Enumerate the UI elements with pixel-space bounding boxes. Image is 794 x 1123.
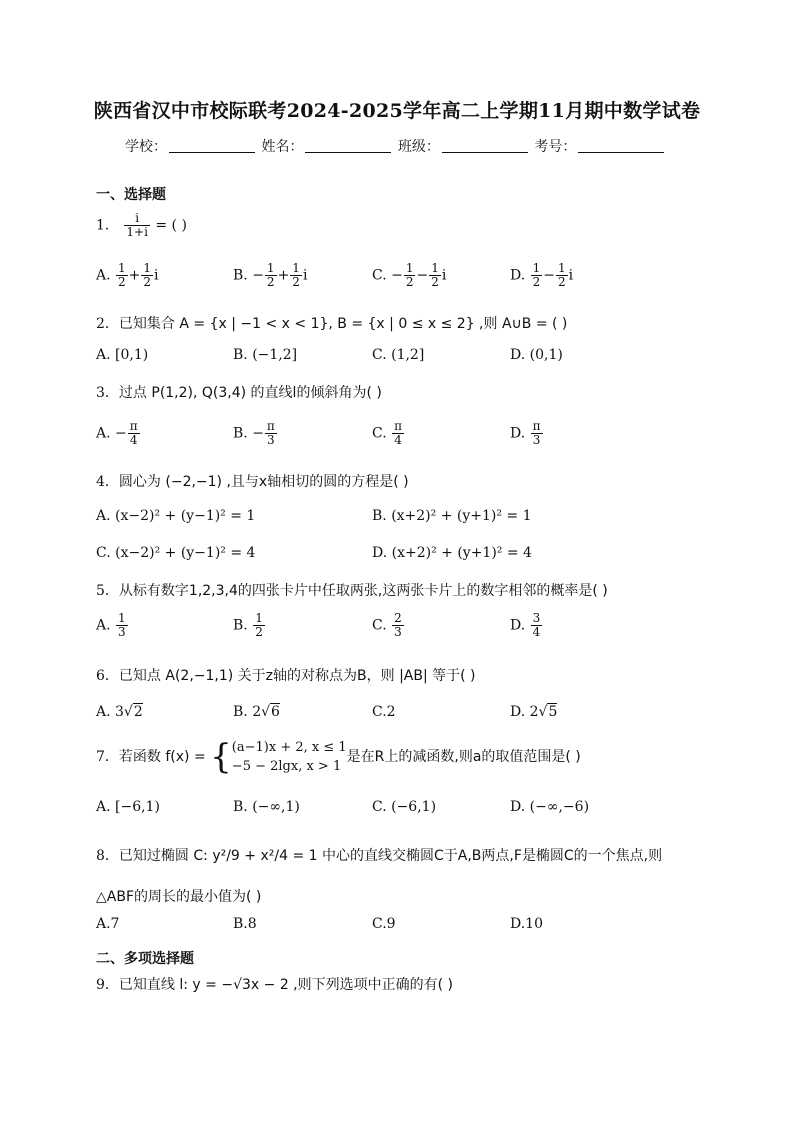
q2-option-c[interactable]: C. (1,2] bbox=[372, 347, 425, 363]
question-3: 3．过点 P(1,2), Q(3,4) 的直线l的倾斜角为( ) bbox=[96, 385, 382, 401]
name-blank[interactable] bbox=[305, 138, 391, 153]
question-8: 8．已知过椭圆 C: y²/9 + x²/4 = 1 中心的直线交椭圆C于A,B两点,F是椭圆C的一个焦点,则 bbox=[96, 848, 663, 864]
q7-option-b[interactable]: B. (−∞,1) bbox=[233, 799, 300, 815]
q6-option-a[interactable]: A. 3√2 bbox=[96, 704, 143, 720]
q4-option-d[interactable]: D. (x+2)² + (y+1)² = 4 bbox=[372, 545, 532, 561]
q5-option-c[interactable]: C. $\frac{2}{3}$ bbox=[372, 611, 402, 639]
question-9: 9．已知直线 l: y = −√3x − 2 ,则下列选项中正确的有( ) bbox=[96, 977, 454, 993]
question-1: 1． $\frac{i}{1+i}$ = ( ) bbox=[96, 211, 187, 239]
q1-option-d[interactable]: D. $\frac{1}{2}$ − $\frac{1}{2}$ i bbox=[510, 261, 574, 289]
q6-option-d[interactable]: D. 2√5 bbox=[510, 704, 558, 720]
q3-option-a[interactable]: A. − $\frac{\pi}{4}$ bbox=[96, 419, 138, 447]
question-6: 6．已知点 A(2,−1,1) 关于z轴的对称点为B，则 |AB| 等于( ) bbox=[96, 668, 476, 684]
q1-fraction: $\frac{i}{1+i}$ bbox=[126, 211, 148, 239]
class-label: 班级： bbox=[397, 139, 440, 155]
name-label: 姓名： bbox=[261, 139, 304, 155]
q4-option-c[interactable]: C. (x−2)² + (y−1)² = 4 bbox=[96, 545, 256, 561]
page-title: 陕西省汉中市校际联考2024-2025学年高二上学期11月期中数学试卷 bbox=[93, 100, 701, 122]
question-5: 5．从标有数字1,2,3,4的四张卡片中任取两张,这两张卡片上的数字相邻的概率是( ) bbox=[96, 583, 608, 599]
q7-option-a[interactable]: A. [−6,1) bbox=[96, 799, 160, 815]
q5-option-d[interactable]: D. $\frac{3}{4}$ bbox=[510, 611, 541, 639]
q4-option-b[interactable]: B. (x+2)² + (y+1)² = 1 bbox=[372, 508, 532, 524]
q7-option-d[interactable]: D. (−∞,−6) bbox=[510, 799, 590, 815]
q8-option-b[interactable]: B.8 bbox=[233, 916, 257, 932]
question-2: 2．已知集合 A = {x | −1 < x < 1}, B = {x | 0 ≤ x ≤ 2} ,则 A∪B = ( ) bbox=[96, 316, 568, 332]
q2-option-d[interactable]: D. (0,1) bbox=[510, 347, 563, 363]
q6-option-c[interactable]: C.2 bbox=[372, 704, 396, 720]
q3-option-c[interactable]: C. $\frac{\pi}{4}$ bbox=[372, 419, 403, 447]
q1-option-a[interactable]: A. $\frac{1}{2}$ + $\frac{1}{2}$ i bbox=[96, 261, 159, 289]
q6-option-b[interactable]: B. 2√6 bbox=[233, 704, 280, 720]
question-8-line-2: △ABF的周长的最小值为( ) bbox=[96, 889, 262, 905]
q7-piecewise: (a−1)x + 2, x ≤ 1 −5 − 2lgx, x > 1 bbox=[231, 740, 347, 774]
class-blank[interactable] bbox=[442, 138, 528, 153]
q8-option-c[interactable]: C.9 bbox=[372, 916, 396, 932]
section-single-choice: 一、选择题 bbox=[96, 187, 166, 203]
q1-option-b[interactable]: B. − $\frac{1}{2}$ + $\frac{1}{2}$ i bbox=[233, 261, 308, 289]
section-multi-choice: 二、多项选择题 bbox=[96, 951, 194, 967]
q5-option-b[interactable]: B. $\frac{1}{2}$ bbox=[233, 611, 263, 639]
school-label: 学校： bbox=[125, 139, 167, 155]
q3-option-d[interactable]: D. $\frac{\pi}{3}$ bbox=[510, 419, 541, 447]
q1-option-c[interactable]: C. − $\frac{1}{2}$ − $\frac{1}{2}$ i bbox=[372, 261, 447, 289]
q3-option-b[interactable]: B. − $\frac{\pi}{3}$ bbox=[233, 419, 275, 447]
exam-number-label: 考号： bbox=[534, 139, 577, 155]
q2-option-a[interactable]: A. [0,1) bbox=[96, 347, 149, 363]
q8-option-d[interactable]: D.10 bbox=[510, 916, 543, 932]
question-7: 7．若函数 f(x) = { (a−1)x + 2, x ≤ 1 −5 − 2lgx, x > 1 是在R上的减函数,则a的取值范围是( ) bbox=[96, 737, 581, 777]
exam-number-blank[interactable] bbox=[578, 138, 664, 153]
school-blank[interactable] bbox=[169, 138, 255, 153]
q5-option-a[interactable]: A. $\frac{1}{3}$ bbox=[96, 611, 126, 639]
q2-option-b[interactable]: B. (−1,2] bbox=[233, 347, 298, 363]
student-info-line bbox=[125, 136, 666, 156]
q7-option-c[interactable]: C. (−6,1) bbox=[372, 799, 437, 815]
question-4: 4．圆心为 (−2,−1) ,且与x轴相切的圆的方程是( ) bbox=[96, 474, 409, 490]
q4-option-a[interactable]: A. (x−2)² + (y−1)² = 1 bbox=[96, 508, 256, 524]
q8-option-a[interactable]: A.7 bbox=[96, 916, 120, 932]
